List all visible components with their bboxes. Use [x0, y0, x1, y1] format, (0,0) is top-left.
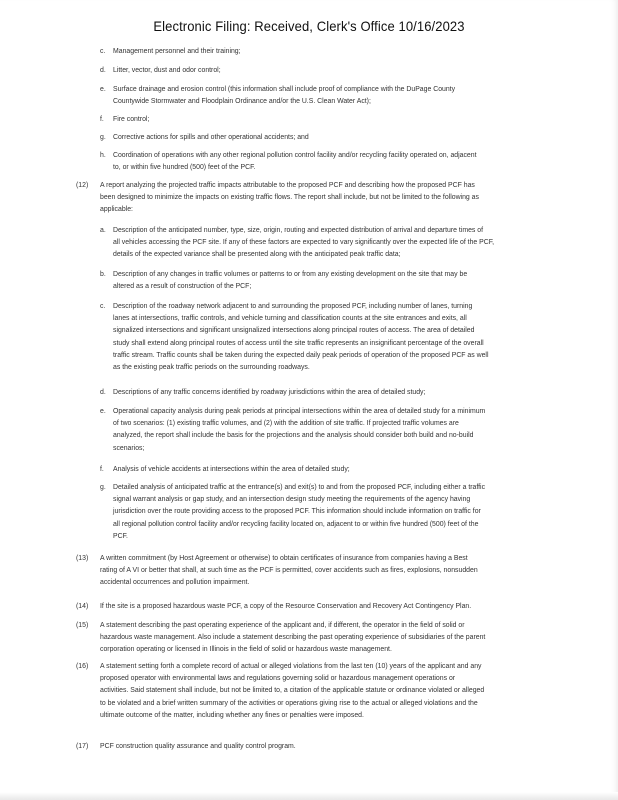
item-marker: c.: [100, 303, 106, 310]
sub-item: [100, 464, 598, 476]
text-line: Operational capacity analysis during peak periods at principal intersections within the area of detailed study for a minimum: [113, 408, 486, 415]
text-line: Countywide Stormwater and Floodplain Ordinance and/or the U.S. Clean Water Act);: [113, 98, 371, 106]
text-line: details of the expected variance shall be presented along with the anticipated peak traffic data;: [113, 251, 401, 259]
text-line: corporation operating or licensed in Illinois in the field of solid or hazardous waste management.: [100, 646, 392, 654]
text-line: PCF.: [113, 532, 128, 540]
item-marker: (13): [76, 555, 89, 562]
text-line: scenarios;: [113, 444, 145, 452]
text-line: A written commitment (by Host Agreement or otherwise) to obtain certificates of insurance from companies having a Best: [100, 555, 468, 562]
item-marker: b.: [100, 271, 106, 278]
text-line: Management personnel and their training;: [113, 48, 241, 55]
text-line: all vehicles accessing the PCF site. If any of these factors are expected to vary significantly over the expected life of the PCF,: [113, 239, 495, 247]
text-line: to, or within five hundred (500) feet of the PCF.: [113, 164, 256, 172]
item-text: [100, 661, 598, 722]
sub-item: [100, 301, 598, 374]
text-line: ultimate outcome of the matter, including whether any fines or penalties were imposed.: [100, 711, 364, 719]
item-marker: d.: [100, 389, 106, 396]
text-line: A statement setting forth a complete record of actual or alleged violations from the last ten (10) years of the applicant and any: [100, 663, 482, 670]
item-text: [113, 387, 598, 399]
text-line: study shall extend along principal routes of access until the site traffic represents an insignificant percentage of the overall: [113, 339, 484, 347]
text-line: Description of the roadway network adjacent to and surrounding the proposed PCF, including number of lanes, turning: [113, 303, 473, 310]
sub-item: [100, 65, 598, 77]
item-text: [113, 301, 598, 374]
text-line: Coordination of operations with any other regional pollution control facility and/or recycling facility operated on, adjacent: [113, 152, 477, 159]
sub-item: [100, 269, 598, 293]
sub-item: [100, 406, 598, 455]
text-line: been designed to minimize the impacts on existing traffic flows. The report shall include, but not be limited to the following as: [100, 194, 479, 202]
text-line: accidental occurrences and pollution impairment.: [100, 579, 250, 587]
item-marker: (14): [76, 603, 89, 610]
item-text: [100, 180, 598, 217]
text-line: Detailed analysis of anticipated traffic at the entrance(s) and exit(s) to and from the proposed PCF, including either a traffic: [113, 484, 486, 491]
text-line: traffic stream. Traffic counts shall be taken during the expected daily peak periods of operation of the proposed PCF as well: [113, 351, 489, 359]
numbered-paragraph: [76, 741, 598, 753]
sub-item: [100, 225, 598, 262]
text-line: applicable:: [100, 206, 133, 214]
text-line: PCF construction quality assurance and quality control program.: [100, 743, 296, 750]
text-line: jurisdiction over the route providing access to the proposed PCF. This information should include information on traffic for: [113, 508, 481, 516]
filing-stamp-header: Electronic Filing: Received, Clerk's Office 10/16/2023: [153, 18, 465, 34]
text-line: A statement describing the past operating experience of the applicant and, if different, the operator in the field of solid or: [100, 622, 465, 629]
item-marker: g.: [100, 134, 106, 141]
item-text: [100, 601, 598, 613]
sub-item: [100, 46, 598, 58]
text-line: Corrective actions for spills and other operational accidents; and: [113, 134, 309, 141]
text-line: Description of any changes in traffic volumes or patterns to or from any existing development on the site that may be: [113, 271, 468, 278]
text-line: of two scenarios: (1) existing traffic volumes, and (2) with the addition of site traffic. If projected traffic volumes are: [113, 420, 459, 428]
item-marker: e.: [100, 86, 106, 93]
numbered-paragraph: [76, 553, 598, 590]
item-marker: (15): [76, 622, 89, 629]
item-marker: (16): [76, 663, 89, 670]
item-text: [100, 553, 598, 590]
text-line: signal warrant analysis or gap study, and an intersection design study meeting the requirements of the agency having: [113, 496, 471, 504]
item-text: [113, 269, 598, 293]
numbered-paragraph: [76, 620, 598, 657]
text-line: activities. Said statement shall include, but not be limited to, a citation of the applicable statute or ordinance violated or alleged: [100, 687, 485, 695]
sub-item: [100, 387, 598, 399]
text-line: as the existing peak traffic periods on the surrounding roadways.: [113, 364, 310, 372]
item-text: [113, 46, 598, 58]
text-line: Surface drainage and erosion control (this information shall include proof of compliance with the DuPage County: [113, 86, 456, 93]
item-text: [113, 84, 598, 108]
text-line: signalized intersections and significant unsignalized intersections along principal routes of access. The area of detailed: [113, 327, 475, 335]
item-marker: f.: [100, 466, 104, 473]
item-text: [113, 150, 598, 174]
text-line: Litter, vector, dust and odor control;: [113, 67, 221, 74]
sub-item: [100, 150, 598, 174]
item-marker: d.: [100, 67, 106, 74]
sub-item: [100, 114, 598, 126]
item-marker: a.: [100, 227, 106, 234]
text-line: lanes at intersections, traffic controls, and vehicle turning and classification counts at the site entrances and exits, all: [113, 315, 467, 323]
item-text: [100, 620, 598, 657]
item-marker: h.: [100, 152, 106, 159]
text-line: Description of the anticipated number, type, size, origin, routing and expected distribution of arrival and departure times of: [113, 227, 484, 234]
item-text: [113, 225, 598, 262]
sub-item: [100, 482, 598, 543]
text-line: Descriptions of any traffic concerns identified by roadway jurisdictions within the area of detailed study;: [113, 389, 426, 396]
item-marker: e.: [100, 408, 106, 415]
item-marker: (17): [76, 743, 89, 750]
text-line: hazardous waste management. Also include a statement describing the past operating experience of subsidiaries of the parent: [100, 634, 486, 642]
item-text: [113, 464, 598, 476]
text-line: rating of A VI or better that shall, at such time as the PCF is permitted, cover accidents such as fires, explosions, nonsudden: [100, 567, 478, 575]
numbered-paragraph: [76, 601, 598, 613]
numbered-paragraph: [76, 180, 598, 217]
text-line: If the site is a proposed hazardous waste PCF, a copy of the Resource Conservation and Recovery Act Contingency Plan.: [100, 603, 472, 610]
item-text: [113, 482, 598, 543]
sub-item: [100, 84, 598, 108]
item-marker: c.: [100, 48, 106, 55]
numbered-paragraph: [76, 661, 598, 722]
sub-item: [100, 132, 598, 144]
text-line: all regional pollution control facility and/or recycling facility located on, adjacent to or within five hundred (500) feet of the: [113, 520, 479, 528]
item-text: [113, 114, 598, 126]
text-line: A report analyzing the projected traffic impacts attributable to the proposed PCF and describing how the proposed PCF has: [100, 182, 475, 189]
item-text: [100, 741, 598, 753]
text-line: Analysis of vehicle accidents at intersections within the area of detailed study;: [113, 466, 350, 473]
item-marker: (12): [76, 182, 89, 189]
item-text: [113, 132, 598, 144]
text-line: analyzed, the report shall include the basis for the projections and the analysis should consider both build and no-build: [113, 432, 474, 440]
item-marker: g.: [100, 484, 106, 491]
text-line: altered as a result of construction of the PCF;: [113, 283, 252, 291]
item-text: [113, 65, 598, 77]
text-line: to be violated and a brief written summary of the activities or operations giving rise to the actual or alleged violations and the: [100, 699, 478, 707]
text-line: proposed operator with environmental laws and regulations governing solid or hazardous management operations or: [100, 675, 456, 683]
item-marker: f.: [100, 116, 104, 123]
text-line: Fire control;: [113, 116, 150, 123]
page-bottom-edge: [0, 792, 618, 800]
item-text: [113, 406, 598, 455]
